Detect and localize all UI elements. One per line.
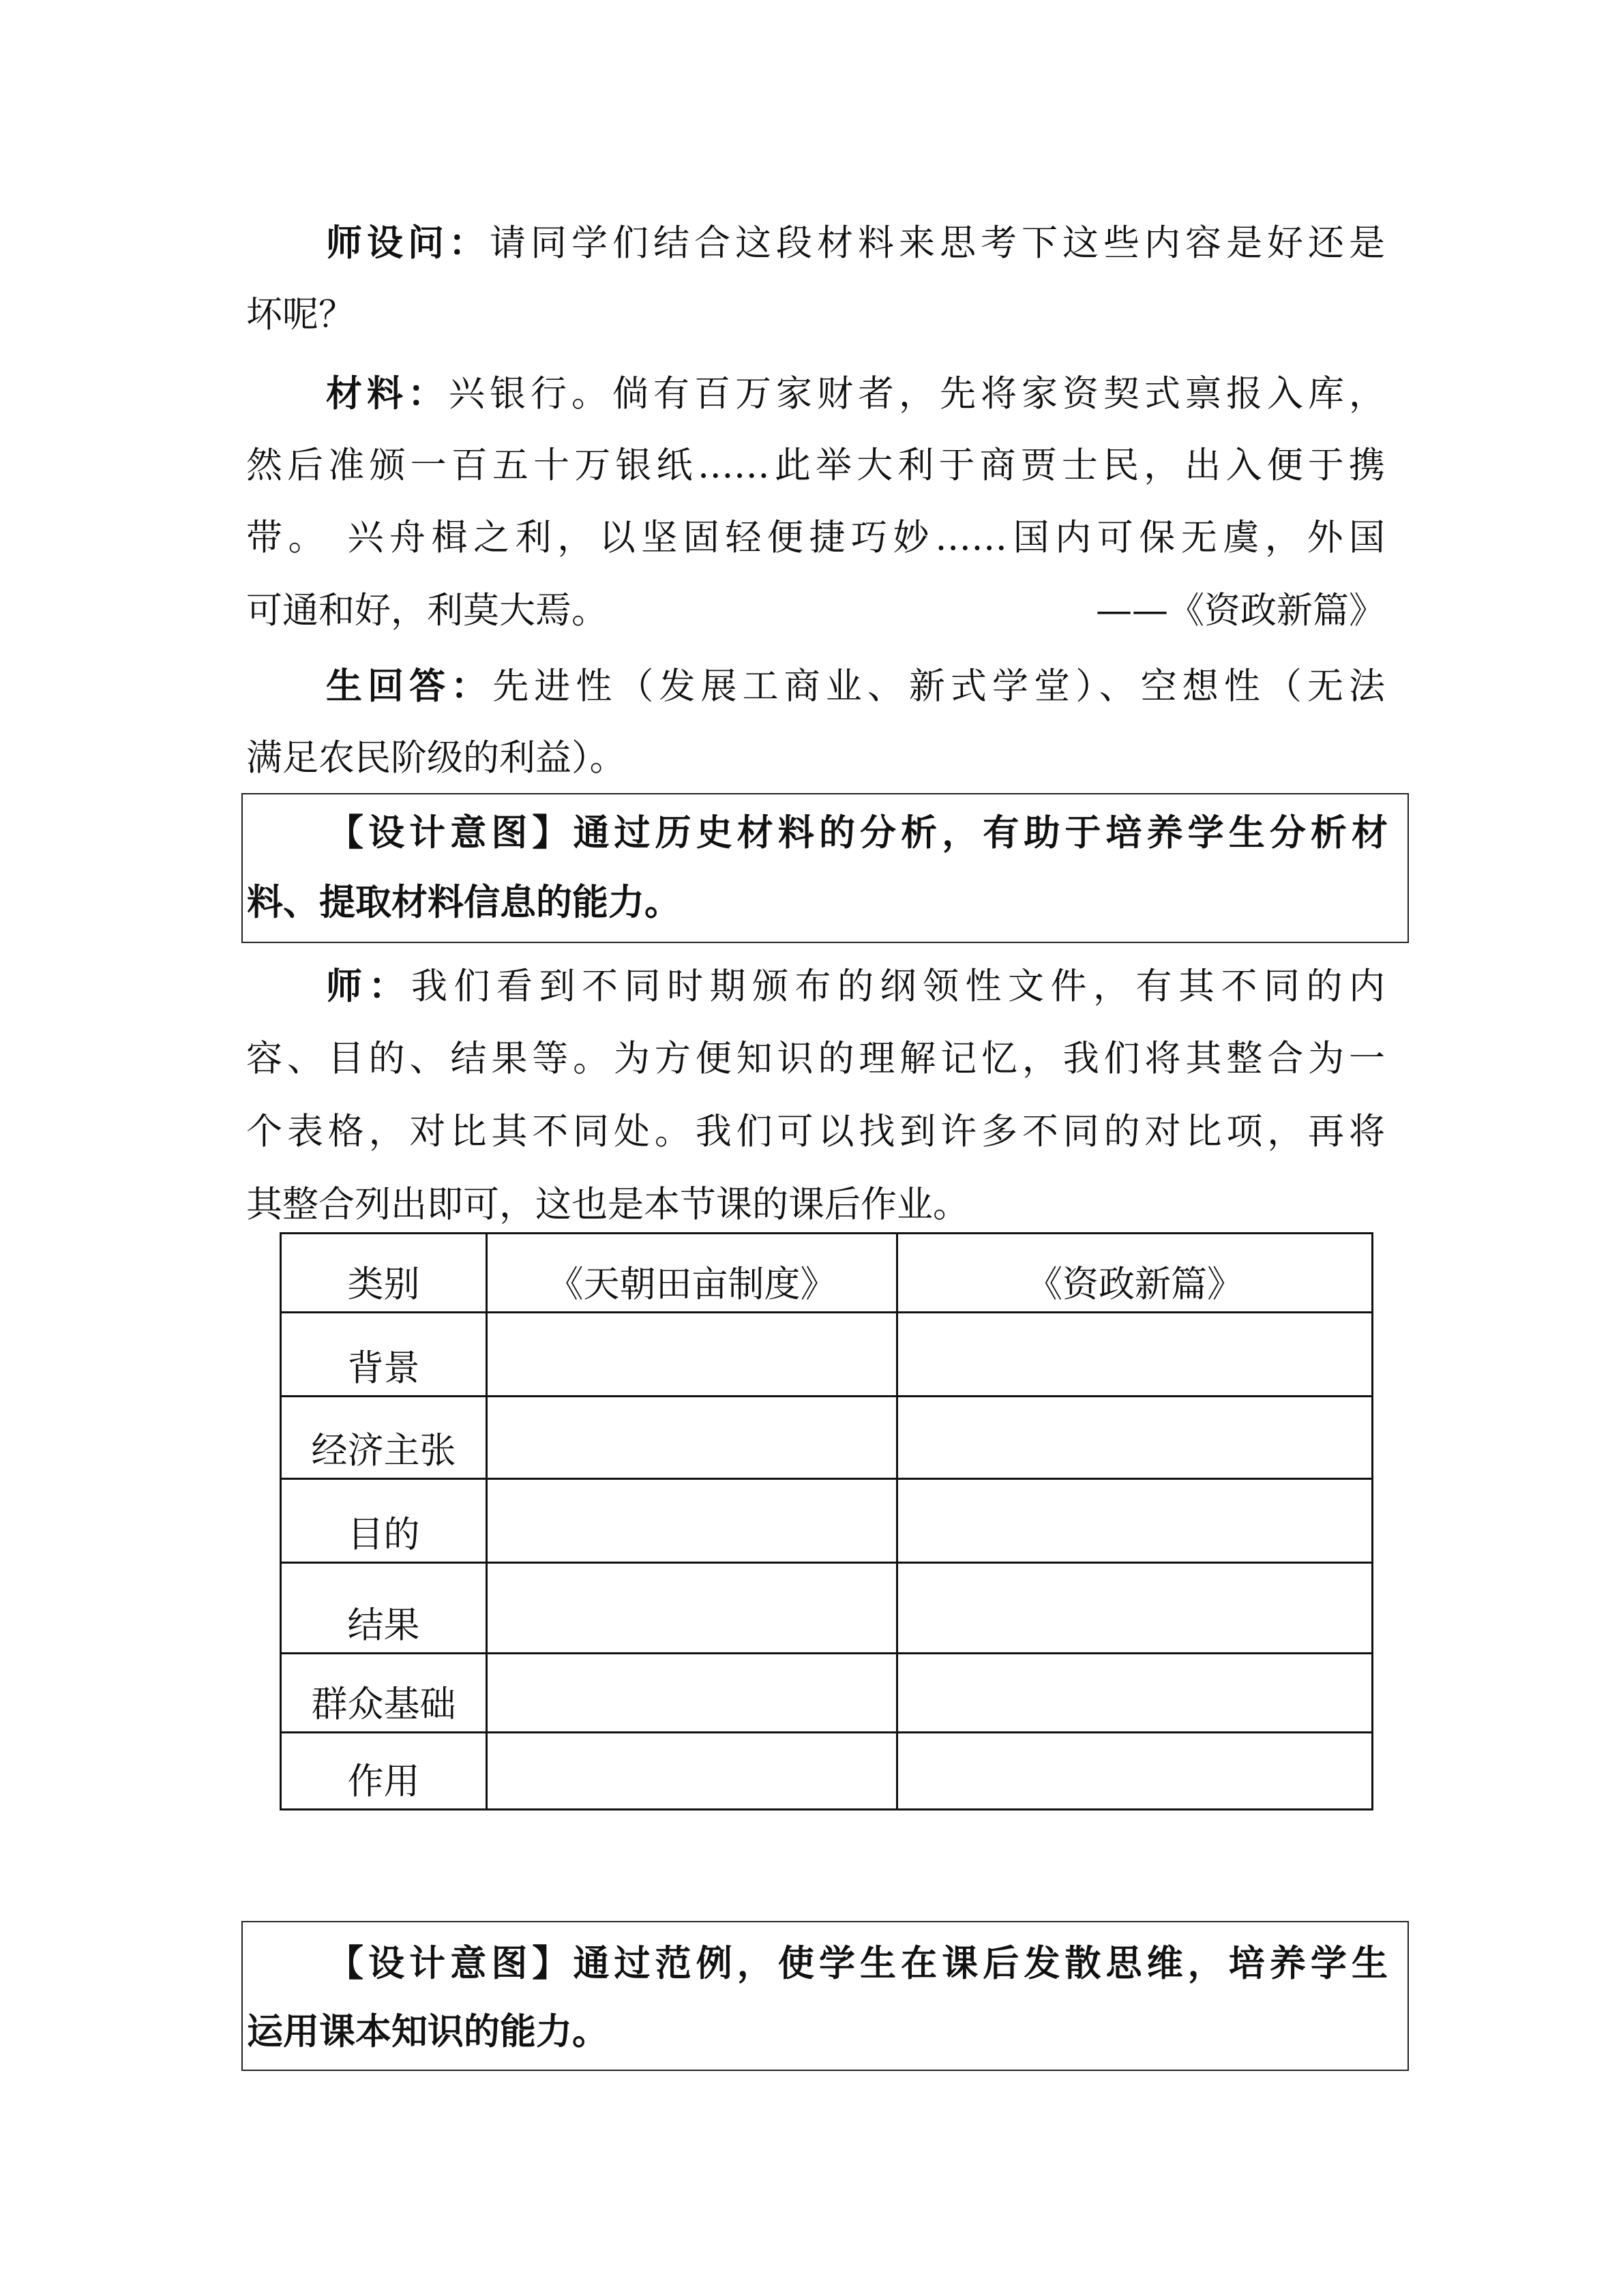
table-cell bbox=[487, 1313, 897, 1397]
teacher-line-1 bbox=[326, 948, 1385, 1024]
teacher-question-text: 请同学们结合这段材料来思考下这些内容是好还是 bbox=[490, 222, 1385, 264]
table-cell bbox=[897, 1397, 1373, 1479]
row-label-cell: 群众基础 bbox=[281, 1654, 487, 1733]
table-header-cell: 《资政新篇》 bbox=[897, 1234, 1373, 1313]
design-intent-box-1 bbox=[241, 793, 1409, 943]
teacher-line-4: 其整合列出即可，这也是本节课的课后作业。 bbox=[246, 1184, 969, 1225]
table-header-cell: 《天朝田亩制度》 bbox=[487, 1234, 897, 1313]
table-cell bbox=[897, 1479, 1373, 1563]
table-cell bbox=[487, 1479, 897, 1563]
design-intent-box-2 bbox=[241, 1921, 1409, 2071]
student-answer-text: 先进性（发展工商业、新式学堂）、空想性（无法 bbox=[492, 666, 1386, 707]
design-intent-2-line-1: 【设计意图】通过范例，使学生在课后发散思维，培养学生 bbox=[327, 1942, 1388, 1984]
row-label-cell: 经济主张 bbox=[281, 1397, 487, 1479]
row-label-cell: 作用 bbox=[281, 1733, 487, 1810]
table-cell bbox=[897, 1654, 1373, 1733]
table-row bbox=[281, 1313, 1373, 1397]
table-header-row bbox=[281, 1234, 1373, 1313]
teacher-line-3: 个表格，对比其不同处。我们可以找到许多不同的对比项，再将 bbox=[246, 1111, 1385, 1152]
row-label-cell: 背景 bbox=[281, 1313, 487, 1397]
table-row bbox=[281, 1479, 1373, 1563]
material-line-1 bbox=[326, 355, 1385, 432]
material-source: ——《资政新篇》 bbox=[1096, 590, 1385, 631]
design-intent-2-line-2: 运用课本知识的能力。 bbox=[247, 2010, 608, 2053]
table-row bbox=[281, 1563, 1373, 1654]
material-text: 兴银行。倘有百万家财者，先将家资契式禀报入库， bbox=[449, 373, 1385, 415]
student-answer-line-2: 满足农民阶级的利益）。 bbox=[246, 737, 626, 779]
row-label-cell: 结果 bbox=[281, 1563, 487, 1654]
student-answer-line-1 bbox=[326, 648, 1385, 724]
table-row bbox=[281, 1733, 1373, 1810]
table-header-cell: 类别 bbox=[281, 1234, 487, 1313]
material-line-4: 可通和好，利莫大焉。 bbox=[246, 590, 608, 631]
teacher-question-line-2: 坏呢？ bbox=[246, 294, 355, 336]
teacher-question-label: 师设问： bbox=[326, 222, 490, 264]
table-cell bbox=[897, 1313, 1373, 1397]
student-answer-label: 生回答： bbox=[326, 665, 493, 707]
table-cell bbox=[487, 1654, 897, 1733]
table-row bbox=[281, 1397, 1373, 1479]
table-cell bbox=[487, 1563, 897, 1654]
table-cell bbox=[487, 1397, 897, 1479]
material-label: 材料： bbox=[326, 372, 449, 415]
comparison-table bbox=[280, 1232, 1373, 1810]
table-cell bbox=[897, 1733, 1373, 1810]
material-line-2: 然后准颁一百五十万银纸……此举大利于商贾士民，出入便于携 bbox=[246, 445, 1385, 486]
teacher-label: 师： bbox=[326, 965, 411, 1007]
teacher-text: 我们看到不同时期颁布的纲领性文件，有其不同的内 bbox=[411, 966, 1385, 1007]
table-cell bbox=[897, 1563, 1373, 1654]
material-line-3: 带。 兴舟楫之利，以坚固轻便捷巧妙……国内可保无虞，外国 bbox=[246, 517, 1385, 558]
teacher-line-2: 容、目的、结果等。为方便知识的理解记忆，我们将其整合为一 bbox=[246, 1038, 1385, 1079]
teacher-question-line-1 bbox=[326, 205, 1385, 281]
table-row bbox=[281, 1654, 1373, 1733]
row-label-cell: 目的 bbox=[281, 1479, 487, 1563]
table-cell bbox=[487, 1733, 897, 1810]
design-intent-1-line-2: 料、提取材料信息的能力。 bbox=[247, 881, 681, 923]
design-intent-1-line-1: 【设计意图】通过历史材料的分析，有助于培养学生分析材 bbox=[327, 811, 1388, 854]
